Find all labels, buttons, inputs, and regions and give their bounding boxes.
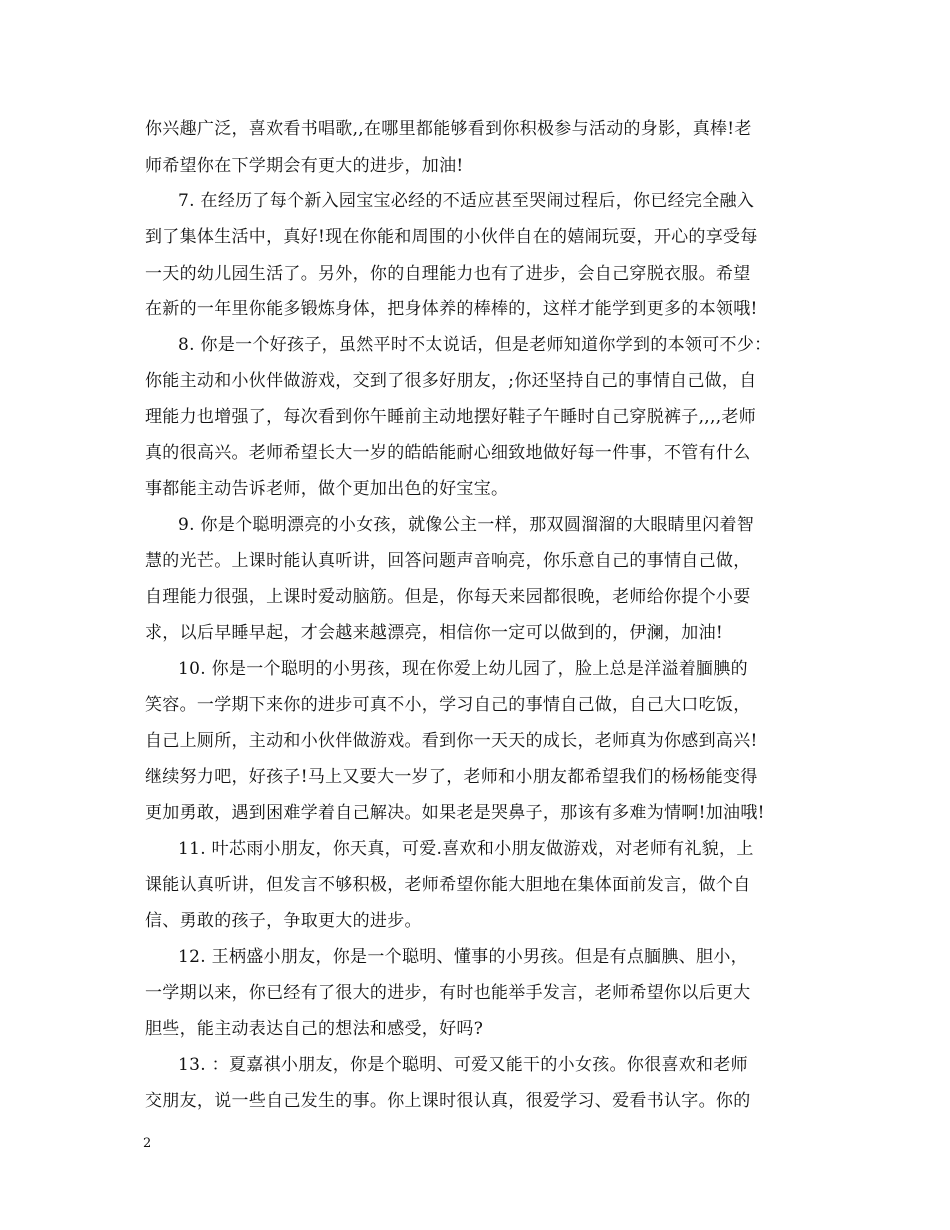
text-line: 课能认真听讲，但发言不够积极，老师希望你能大胆地在集体面前发言，做个自 (145, 875, 751, 895)
paragraph-8-start: 8. 你是一个好孩子，虽然平时不太说话，但是老师知道你学到的本领可不少： (178, 335, 772, 355)
text-line: 事都能主动告诉老师，做个更加出色的好宝宝。 (145, 479, 509, 499)
text-line: 继续努力吧，好孩子!马上又要大一岁了，老师和小朋友都希望我们的杨杨能变得 (145, 767, 758, 787)
text-line: 一天的幼儿园生活了。另外，你的自理能力也有了进步，会自己穿脱衣服。希望 (145, 264, 751, 284)
text-line: 你兴趣广泛，喜欢看书唱歌,,在哪里都能够看到你积极参与活动的身影，真棒!老 (145, 119, 752, 139)
text-line: 师希望你在下学期会有更大的进步，加油! (145, 156, 464, 176)
text-line: 更加勇敢，遇到困难学着自己解决。如果老是哭鼻子，那该有多难为情啊!加油哦! (145, 803, 765, 823)
text-line: 求，以后早睡早起，才会越来越漂亮，相信你一定可以做到的，伊澜，加油! (145, 623, 724, 643)
text-line: 理能力也增强了，每次看到你午睡前主动地摆好鞋子午睡时自己穿脱裤子,,,,老师 (145, 407, 757, 427)
paragraph-13-start: 13. ：夏嘉祺小朋友，你是个聪明、可爱又能干的小女孩。你很喜欢和老师 (178, 1055, 748, 1075)
text-line: 笑容。一学期下来你的进步可真不小，学习自己的事情自己做，自己大口吃饭， (145, 695, 751, 715)
text-line: 交朋友，说一些自己发生的事。你上课时很认真，很爱学习、爱看书认字。你的 (145, 1091, 751, 1111)
text-line: 在新的一年里你能多锻炼身体，把身体养的棒棒的，这样才能学到更多的本领哦! (145, 299, 758, 319)
text-line: 你能主动和小伙伴做游戏，交到了很多好朋友，;你还坚持自己的事情自己做，自 (145, 371, 757, 391)
paragraph-10-start: 10. 你是一个聪明的小男孩，现在你爱上幼儿园了，脸上总是洋溢着腼腆的 (178, 659, 748, 679)
text-line: 慧的光芒。上课时能认真听讲，回答问题声音响亮，你乐意自己的事情自己做， (145, 551, 751, 571)
text-line: 自己上厕所，主动和小伙伴做游戏。看到你一天天的成长，老师真为你感到高兴! (145, 731, 758, 751)
paragraph-11-start: 11. 叶芯雨小朋友，你天真，可爱.喜欢和小朋友做游戏，对老师有礼貌，上 (178, 839, 754, 859)
text-line: 一学期以来，你已经有了很大的进步，有时也能举手发言，老师希望你以后更大 (145, 983, 751, 1003)
paragraph-12-start: 12. 王柄盛小朋友，你是一个聪明、懂事的小男孩。但是有点腼腆、胆小， (178, 947, 748, 967)
text-line: 信、勇敢的孩子，争取更大的进步。 (145, 911, 422, 931)
paragraph-9-start: 9. 你是个聪明漂亮的小女孩，就像公主一样，那双圆溜溜的大眼睛里闪着智 (178, 515, 755, 535)
text-line: 自理能力很强，上课时爱动脑筋。但是，你每天来园都很晚，老师给你提个小要 (145, 587, 751, 607)
paragraph-7-start: 7. 在经历了每个新入园宝宝必经的不适应甚至哭闹过程后，你已经完全融入 (178, 191, 755, 211)
page-number: 2 (143, 1136, 152, 1151)
text-line: 真的很高兴。老师希望长大一岁的皓皓能耐心细致地做好每一件事，不管有什么 (145, 443, 751, 463)
text-line: 胆些，能主动表达自己的想法和感受，好吗? (145, 1019, 484, 1039)
text-line: 到了集体生活中，真好!现在你能和周围的小伙伴自在的嬉闹玩耍，开心的享受每 (145, 227, 758, 247)
